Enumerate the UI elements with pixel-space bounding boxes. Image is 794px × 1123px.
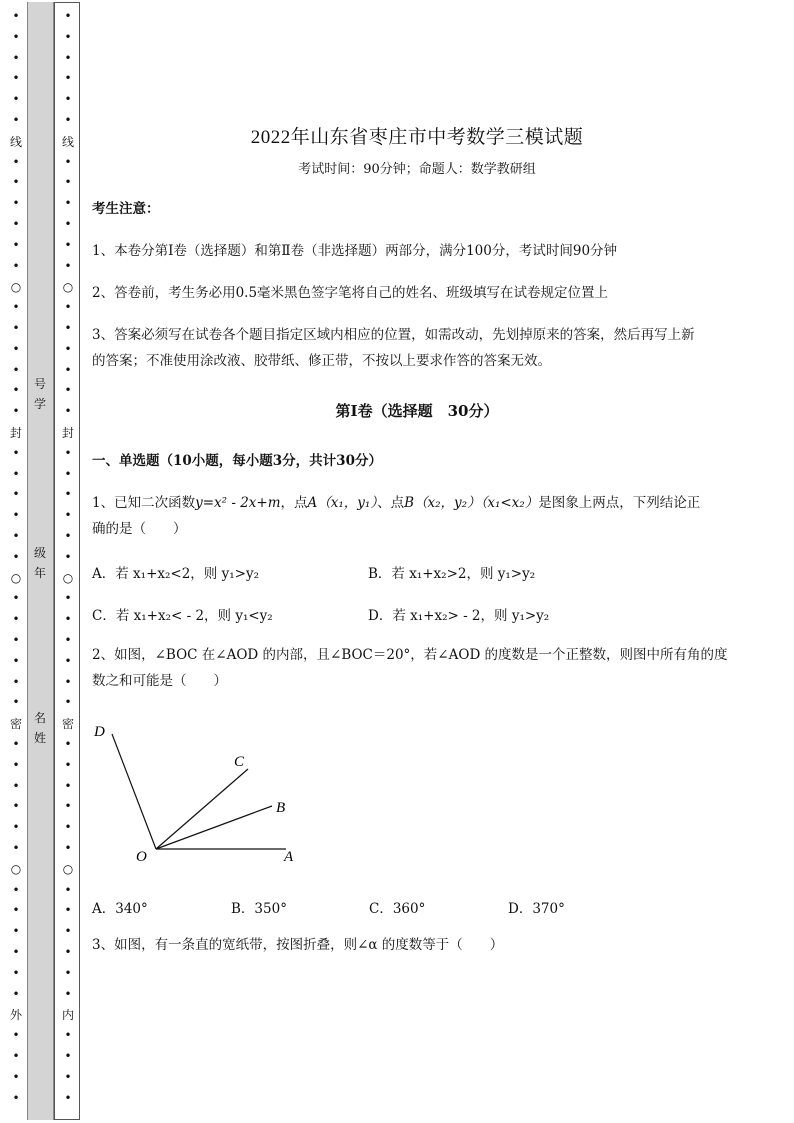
inner-circle-2: ○: [62, 571, 74, 585]
q2-option-c[interactable]: C．360°: [369, 901, 426, 917]
dot: •: [64, 51, 72, 65]
question-1-line-1: [92, 490, 752, 516]
dot: •: [64, 591, 72, 605]
q2-option-d[interactable]: D．370°: [508, 901, 565, 917]
dot: •: [64, 1028, 72, 1042]
dot: •: [64, 924, 72, 938]
dot: •: [64, 1091, 72, 1105]
dot: •: [12, 467, 20, 481]
dot: •: [12, 820, 20, 834]
info-label-xing: 姓: [33, 731, 46, 745]
dot: •: [12, 446, 20, 460]
dot: •: [64, 550, 72, 564]
dot: •: [64, 238, 72, 252]
dot: •: [64, 654, 72, 668]
dot: •: [64, 841, 72, 855]
inner-label-xian: 线: [61, 135, 74, 149]
part-heading: 一、单选题（10小题，每小题3分，共计30分）: [92, 453, 382, 469]
label-o: O: [136, 849, 147, 865]
dot: •: [12, 383, 20, 397]
dot: •: [12, 779, 20, 793]
dot: •: [64, 820, 72, 834]
dot: •: [64, 113, 72, 127]
q1-text-a: 1、已知二次函数: [92, 495, 196, 511]
dot: •: [64, 175, 72, 189]
dot: •: [64, 966, 72, 980]
dot: •: [12, 1028, 20, 1042]
q1-text-b: ，点: [280, 495, 308, 511]
inner-circle-1: ○: [62, 280, 74, 294]
dot: •: [12, 550, 20, 564]
question-1-line-2: 确的是（ ）: [92, 521, 187, 537]
inner-label-feng: 封: [61, 426, 74, 440]
q1-point-a: A（x₁，y₁）: [307, 495, 378, 511]
inner-circle-3: ○: [62, 862, 74, 876]
dot: •: [64, 1049, 72, 1063]
dot: •: [64, 467, 72, 481]
dot: •: [12, 363, 20, 377]
dot: •: [12, 9, 20, 23]
dot: •: [12, 1070, 20, 1084]
notice-item-2: 2、答卷前，考生务必用0.5毫米黑色签字笔将自己的姓名、班级填写在试卷规定位置上: [92, 285, 609, 301]
info-label-ming: 名: [33, 711, 46, 725]
dot: •: [12, 675, 20, 689]
dot: •: [12, 633, 20, 647]
dot: •: [64, 529, 72, 543]
dot: •: [12, 217, 20, 231]
dot: •: [12, 799, 20, 813]
dot: •: [64, 758, 72, 772]
dot: •: [64, 675, 72, 689]
notice-heading: 考生注意：: [92, 201, 160, 217]
dot: •: [12, 508, 20, 522]
dot: •: [64, 363, 72, 377]
dot: •: [64, 300, 72, 314]
outer-circle-2: ○: [10, 571, 22, 585]
dot: •: [12, 404, 20, 418]
inner-label-mi: 密: [61, 717, 74, 731]
dot: •: [12, 51, 20, 65]
dot: •: [12, 529, 20, 543]
info-label-hao: 号: [33, 377, 46, 391]
dot: •: [12, 155, 20, 169]
dot: •: [64, 487, 72, 501]
q1-text-c: 、点: [377, 495, 405, 511]
ray-ob: [156, 806, 272, 849]
inner-label-nei: 内: [61, 1008, 74, 1022]
dot: •: [64, 799, 72, 813]
dot: •: [12, 321, 20, 335]
outer-label-wai: 外: [9, 1008, 22, 1022]
dot: •: [12, 737, 20, 751]
q2-option-a[interactable]: A．340°: [92, 901, 148, 917]
dot: •: [64, 633, 72, 647]
dot: •: [12, 758, 20, 772]
exam-title: 2022年山东省枣庄市中考数学三模试题: [250, 127, 584, 148]
dot: •: [64, 9, 72, 23]
dot: •: [12, 883, 20, 897]
angle-figure: [92, 712, 312, 872]
q1-point-b: B（x₂，y₂）（x₁<x₂）: [404, 495, 539, 511]
dot: •: [64, 508, 72, 522]
info-label-ji: 级: [33, 546, 46, 560]
dot: •: [12, 903, 20, 917]
dot: •: [64, 779, 72, 793]
dot: •: [64, 259, 72, 273]
dot: •: [64, 155, 72, 169]
label-c: C: [234, 754, 245, 770]
q2-option-b[interactable]: B．350°: [231, 901, 287, 917]
binding-margin: [0, 0, 84, 1123]
q1-option-b[interactable]: B．若 x₁+x₂>2，则 y₁>y₂: [368, 566, 536, 582]
dot: •: [64, 92, 72, 106]
dot: •: [12, 71, 20, 85]
label-b: B: [276, 800, 286, 816]
question-3-line-1: 3、如图，有一条直的宽纸带，按图折叠，则∠α 的度数等于（ ）: [92, 937, 504, 953]
q1-option-a[interactable]: A．若 x₁+x₂<2，则 y₁>y₂: [92, 566, 259, 582]
dot: •: [12, 945, 20, 959]
dot: •: [64, 383, 72, 397]
outer-label-xian: 线: [9, 135, 22, 149]
dot: •: [12, 92, 20, 106]
dot: •: [12, 196, 20, 210]
dot: •: [12, 987, 20, 1001]
ray-od: [112, 734, 156, 849]
inner-dotted-line: [58, 0, 78, 1123]
dot: •: [12, 924, 20, 938]
q1-text-d: 是图象上两点，下列结论正: [538, 495, 701, 511]
dot: •: [64, 1070, 72, 1084]
question-2-line-2: 数之和可能是（ ）: [92, 673, 227, 689]
q1-function: y=x² - 2x+m: [195, 495, 281, 511]
dot: •: [12, 175, 20, 189]
dot: •: [12, 113, 20, 127]
outer-circle-1: ○: [10, 280, 22, 294]
dot: •: [12, 966, 20, 980]
dot: •: [64, 321, 72, 335]
dot: •: [64, 945, 72, 959]
dot: •: [12, 487, 20, 501]
section-title: 第I卷（选择题 30分）: [335, 402, 499, 420]
dot: •: [12, 300, 20, 314]
notice-item-1: 1、本卷分第I卷（选择题）和第Ⅱ卷（非选择题）两部分，满分100分，考试时间90分钟: [92, 243, 618, 259]
outer-label-feng: 封: [9, 426, 22, 440]
label-a: A: [284, 849, 294, 865]
dot: •: [64, 612, 72, 626]
student-info-column: [27, 2, 54, 1120]
info-label-xue: 学: [33, 397, 46, 411]
notice-item-3-cont: 的答案；不准使用涂改液、胶带纸、修正带，不按以上要求作答的答案无效。: [92, 353, 551, 369]
dot: •: [64, 903, 72, 917]
dot: •: [64, 883, 72, 897]
dot: •: [64, 987, 72, 1001]
q1-option-d[interactable]: D．若 x₁+x₂> - 2，则 y₁>y₂: [368, 608, 550, 624]
dot: •: [64, 737, 72, 751]
notice-item-3: 3、答案必须写在试卷各个题目指定区域内相应的位置，如需改动，先划掉原来的答案，然后再写上新: [92, 327, 695, 343]
dot: •: [12, 695, 20, 709]
exam-subtitle: 考试时间：90分钟；命题人：数学教研组: [298, 162, 536, 177]
label-d: D: [94, 724, 105, 740]
dot: •: [12, 1049, 20, 1063]
dot: •: [12, 841, 20, 855]
dot: •: [12, 238, 20, 252]
dot: •: [64, 71, 72, 85]
dot: •: [64, 30, 72, 44]
dot: •: [12, 591, 20, 605]
dot: •: [12, 342, 20, 356]
ray-oc: [156, 769, 248, 849]
outer-circle-3: ○: [10, 862, 22, 876]
dot: •: [64, 217, 72, 231]
outer-label-mi: 密: [9, 717, 22, 731]
outer-dotted-line: [6, 0, 26, 1123]
dot: •: [12, 30, 20, 44]
dot: •: [64, 342, 72, 356]
dot: •: [64, 446, 72, 460]
q1-option-c[interactable]: C．若 x₁+x₂< - 2，则 y₁<y₂: [92, 608, 273, 624]
dot: •: [64, 196, 72, 210]
dot: •: [12, 1091, 20, 1105]
dot: •: [64, 404, 72, 418]
dot: •: [12, 259, 20, 273]
dot: •: [64, 695, 72, 709]
dot: •: [12, 612, 20, 626]
dot: •: [12, 654, 20, 668]
question-2-line-1: 2、如图，∠BOC 在∠AOD 的内部，且∠BOC＝20°，若∠AOD 的度数是一个正整数，则图中所有角的度: [92, 647, 728, 663]
info-label-nian: 年: [33, 566, 46, 580]
